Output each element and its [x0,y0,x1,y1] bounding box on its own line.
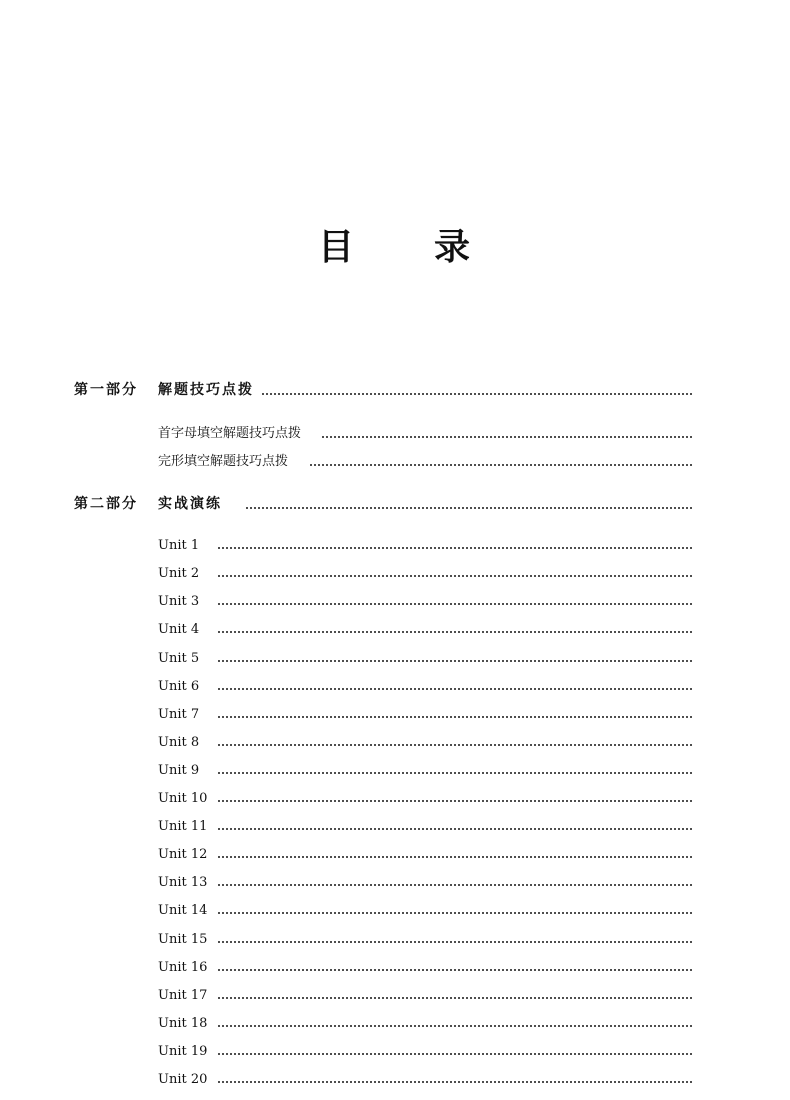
dot-leader [218,997,693,999]
toc-entry-unit-9[interactable] [0,761,790,783]
toc-entry-unit-14[interactable] [0,901,790,923]
unit-label: Unit 17 [158,988,208,1003]
dot-leader [218,884,693,886]
toc-entry-unit-12[interactable] [0,845,790,867]
unit-label: Unit 3 [158,594,200,609]
dot-leader [218,772,693,774]
entry-title: 首字母填空解题技巧点拨 [158,426,302,441]
unit-label: Unit 7 [158,707,200,722]
toc-entry-unit-5[interactable] [0,649,790,671]
unit-label: Unit 9 [158,763,200,778]
unit-label: Unit 8 [158,735,200,750]
dot-leader [218,912,693,914]
toc-entry-unit-4[interactable] [0,620,790,642]
toc-entry-unit-11[interactable] [0,817,790,839]
toc-entry-unit-19[interactable] [0,1042,790,1064]
unit-label: Unit 18 [158,1016,208,1031]
unit-label: Unit 19 [158,1044,208,1059]
unit-label: Unit 15 [158,932,208,947]
dot-leader [218,1053,693,1055]
dot-leader [322,436,693,438]
toc-entry-part-1-item-1[interactable] [0,424,790,446]
dot-leader [246,507,693,509]
toc-heading [0,224,790,274]
toc-part-1-entry[interactable] [0,380,790,402]
dot-leader [218,575,693,577]
unit-label: Unit 10 [158,791,208,806]
part-1-label: 第一部分 [74,382,138,398]
dot-leader [218,631,693,633]
unit-label: Unit 1 [158,538,200,553]
dot-leader [218,716,693,718]
toc-entry-unit-18[interactable] [0,1014,790,1036]
toc-part-2-entry[interactable] [0,494,790,516]
toc-entry-unit-20[interactable] [0,1070,790,1092]
dot-leader [218,660,693,662]
dot-leader [308,464,693,466]
unit-label: Unit 20 [158,1072,208,1087]
unit-label: Unit 13 [158,875,208,890]
toc-entry-unit-1[interactable] [0,536,790,558]
dot-leader [218,800,693,802]
unit-label: Unit 4 [158,622,200,637]
dot-leader [262,393,693,395]
toc-heading-char-1: 目 [318,227,355,268]
dot-leader [218,603,693,605]
toc-entry-unit-6[interactable] [0,677,790,699]
unit-label: Unit 5 [158,651,200,666]
dot-leader [218,1081,693,1083]
toc-entry-unit-8[interactable] [0,733,790,755]
part-2-title: 实战演练 [158,496,222,512]
toc-entry-unit-7[interactable] [0,705,790,727]
entry-title: 完形填空解题技巧点拨 [158,454,289,469]
dot-leader [218,1025,693,1027]
unit-label: Unit 2 [158,566,200,581]
toc-entry-unit-13[interactable] [0,873,790,895]
toc-heading-char-2: 录 [434,227,471,268]
unit-label: Unit 14 [158,903,208,918]
toc-entry-unit-10[interactable] [0,789,790,811]
unit-label: Unit 16 [158,960,208,975]
part-1-title: 解题技巧点拨 [158,382,254,398]
dot-leader [218,856,693,858]
dot-leader [218,547,693,549]
dot-leader [218,828,693,830]
dot-leader [218,941,693,943]
unit-label: Unit 11 [158,819,208,834]
dot-leader [218,688,693,690]
toc-entry-unit-15[interactable] [0,930,790,952]
unit-label: Unit 12 [158,847,208,862]
toc-entry-unit-16[interactable] [0,958,790,980]
toc-entry-unit-17[interactable] [0,986,790,1008]
part-2-label: 第二部分 [74,496,138,512]
toc-entry-part-1-item-2[interactable] [0,452,790,474]
toc-entry-unit-2[interactable] [0,564,790,586]
dot-leader [218,969,693,971]
toc-entry-unit-3[interactable] [0,592,790,614]
unit-label: Unit 6 [158,679,200,694]
dot-leader [218,744,693,746]
